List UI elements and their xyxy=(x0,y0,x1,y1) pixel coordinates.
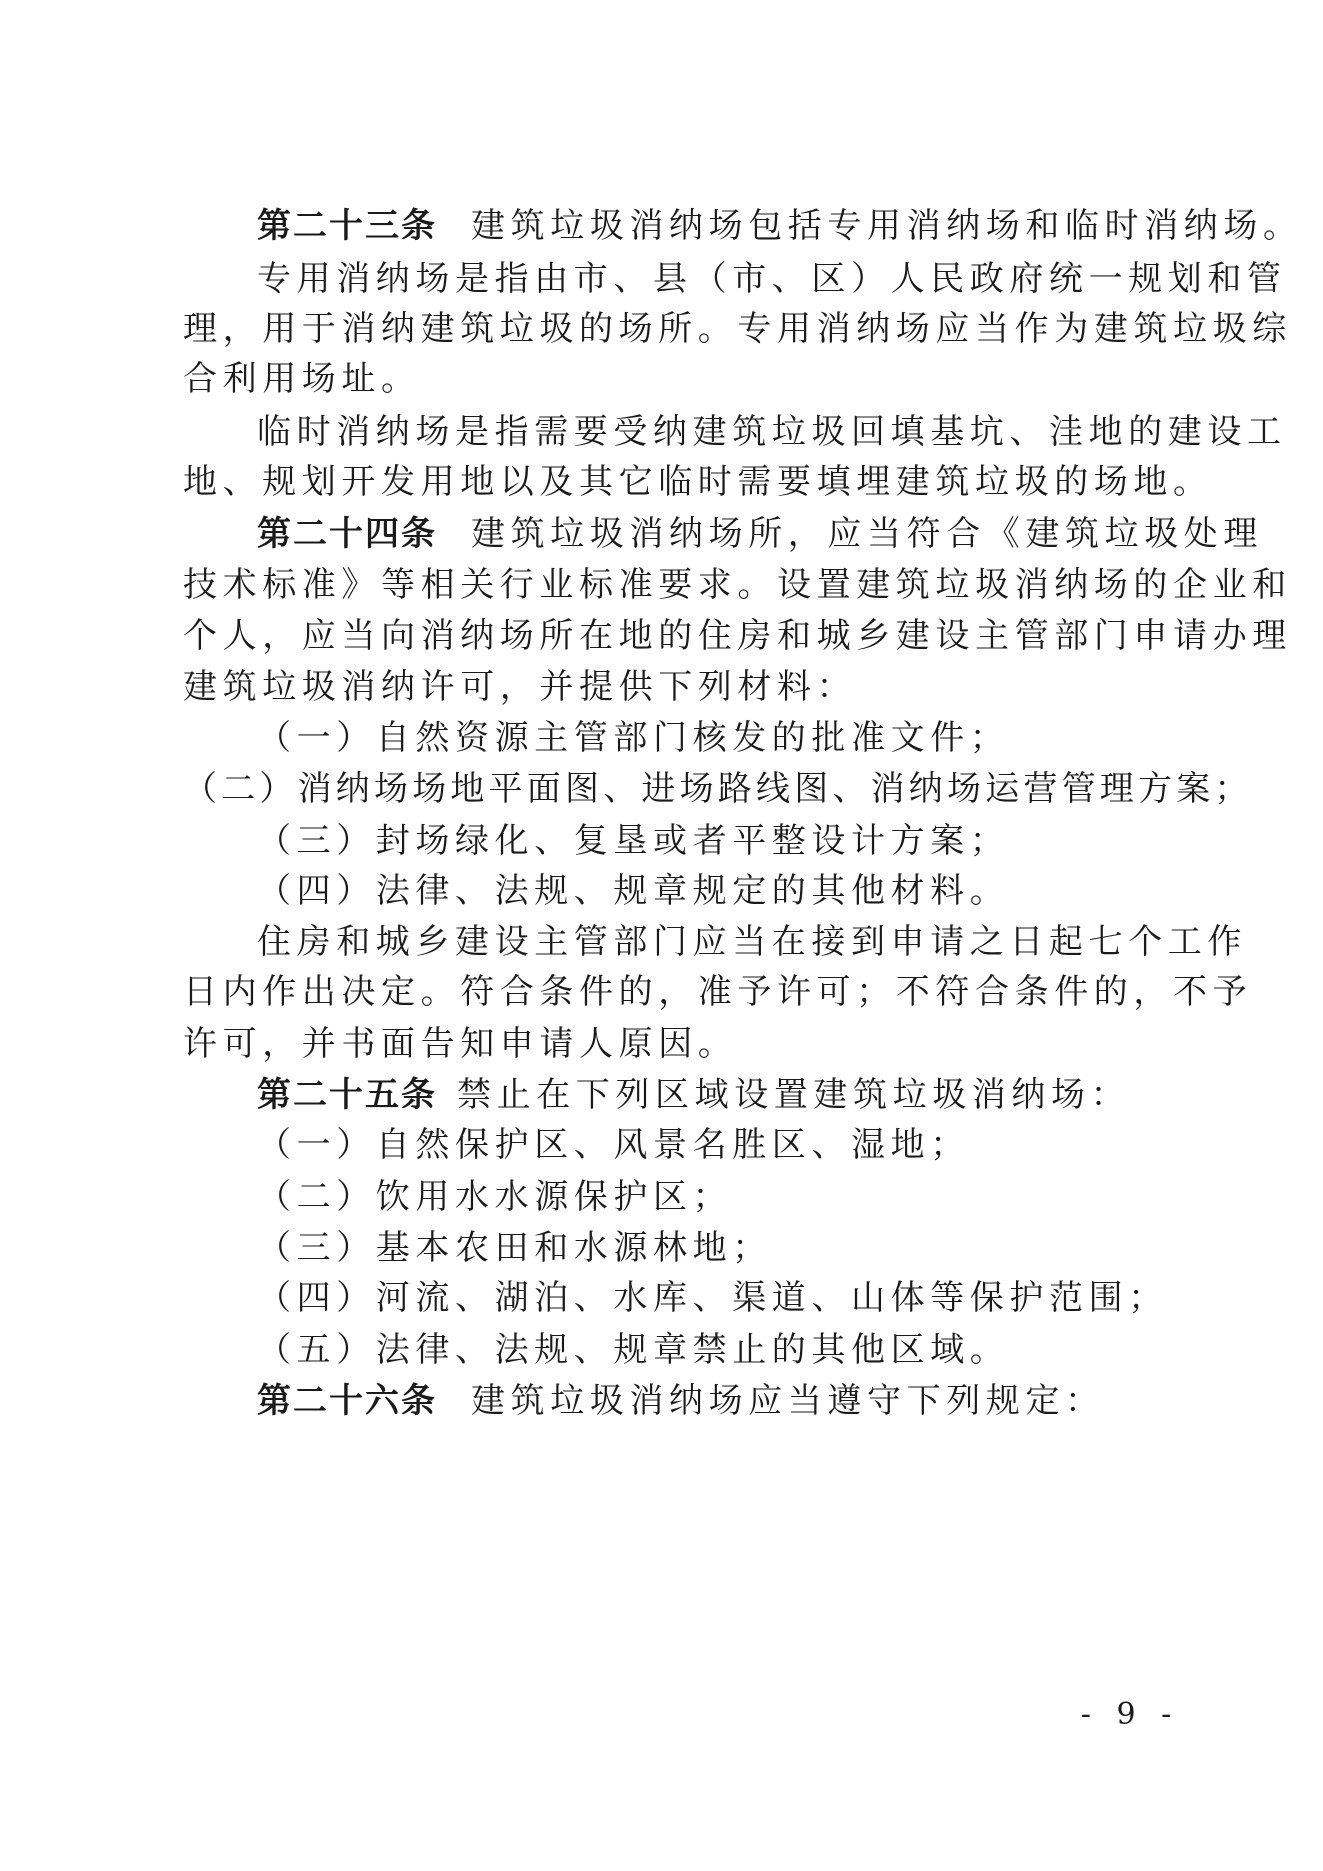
article-24-decision-line1: 住房和城乡建设主管部门应当在接到申请之日起七个工作 xyxy=(257,922,1247,962)
article-24-decision-line3: 许可，并书面告知申请人原因。 xyxy=(183,1024,738,1064)
article-24-decision-line2: 日内作出决定。符合条件的，准予许可；不符合条件的，不予 xyxy=(183,972,1253,1012)
article-26-lead: 建筑垃圾消纳场应当遵守下列规定： xyxy=(471,1381,1105,1421)
article-25-item-5: （五）法律、法规、规章禁止的其他区域。 xyxy=(257,1330,1010,1370)
article-23-para1-line3: 合利用场址。 xyxy=(183,359,421,399)
article-24-item-1: （一）自然资源主管部门核发的批准文件； xyxy=(257,718,1010,758)
article-23-para1-line2: 理，用于消纳建筑垃圾的场所。专用消纳场应当作为建筑垃圾综 xyxy=(183,309,1292,349)
article-26-heading: 第二十六条 xyxy=(257,1381,437,1421)
article-25-item-4: （四）河流、湖泊、水库、渠道、山体等保护范围； xyxy=(257,1278,1168,1318)
article-25-lead: 禁止在下列区域设置建筑垃圾消纳场： xyxy=(457,1075,1131,1115)
article-23-para2-line2: 地、规划开发用地以及其它临时需要填埋建筑垃圾的场地。 xyxy=(183,462,1213,502)
article-25-item-2: （二）饮用水水源保护区； xyxy=(257,1177,733,1217)
article-25-item-3: （三）基本农田和水源林地； xyxy=(257,1228,772,1268)
article-24-lead: 建筑垃圾消纳场所，应当符合《建筑垃圾处理 xyxy=(471,514,1263,554)
article-23-lead: 建筑垃圾消纳场包括专用消纳场和临时消纳场。 xyxy=(471,206,1303,246)
article-24-heading: 第二十四条 xyxy=(257,514,437,554)
article-23-para2-line1: 临时消纳场是指需要受纳建筑垃圾回填基坑、洼地的建设工 xyxy=(257,412,1287,452)
article-25-item-1: （一）自然保护区、风景名胜区、湿地； xyxy=(257,1125,970,1165)
article-24-line3: 个人，应当向消纳场所在地的住房和城乡建设主管部门申请办理 xyxy=(183,616,1292,656)
article-24-first-line xyxy=(257,514,1263,554)
article-24-item-4: （四）法律、法规、规章规定的其他材料。 xyxy=(257,871,1010,911)
page-number: - 9 - xyxy=(1080,1697,1180,1732)
article-24-line2: 技术标准》等相关行业标准要求。设置建筑垃圾消纳场的企业和 xyxy=(183,565,1292,605)
article-24-item-3: （三）封场绿化、复垦或者平整设计方案； xyxy=(257,821,1010,861)
article-26-first-line xyxy=(257,1381,1173,1421)
article-25-first-line xyxy=(257,1075,1173,1115)
article-23-para1-line1: 专用消纳场是指由市、县（市、区）人民政府统一规划和管 xyxy=(257,259,1287,299)
article-25-heading: 第二十五条 xyxy=(257,1075,437,1115)
article-23-heading: 第二十三条 xyxy=(257,206,437,246)
article-23-first-line xyxy=(257,206,1303,246)
article-24-item-2: （二）消纳场场地平面图、进场路线图、消纳场运营管理方案； xyxy=(183,769,1253,809)
article-24-line4: 建筑垃圾消纳许可，并提供下列材料： xyxy=(183,667,857,707)
